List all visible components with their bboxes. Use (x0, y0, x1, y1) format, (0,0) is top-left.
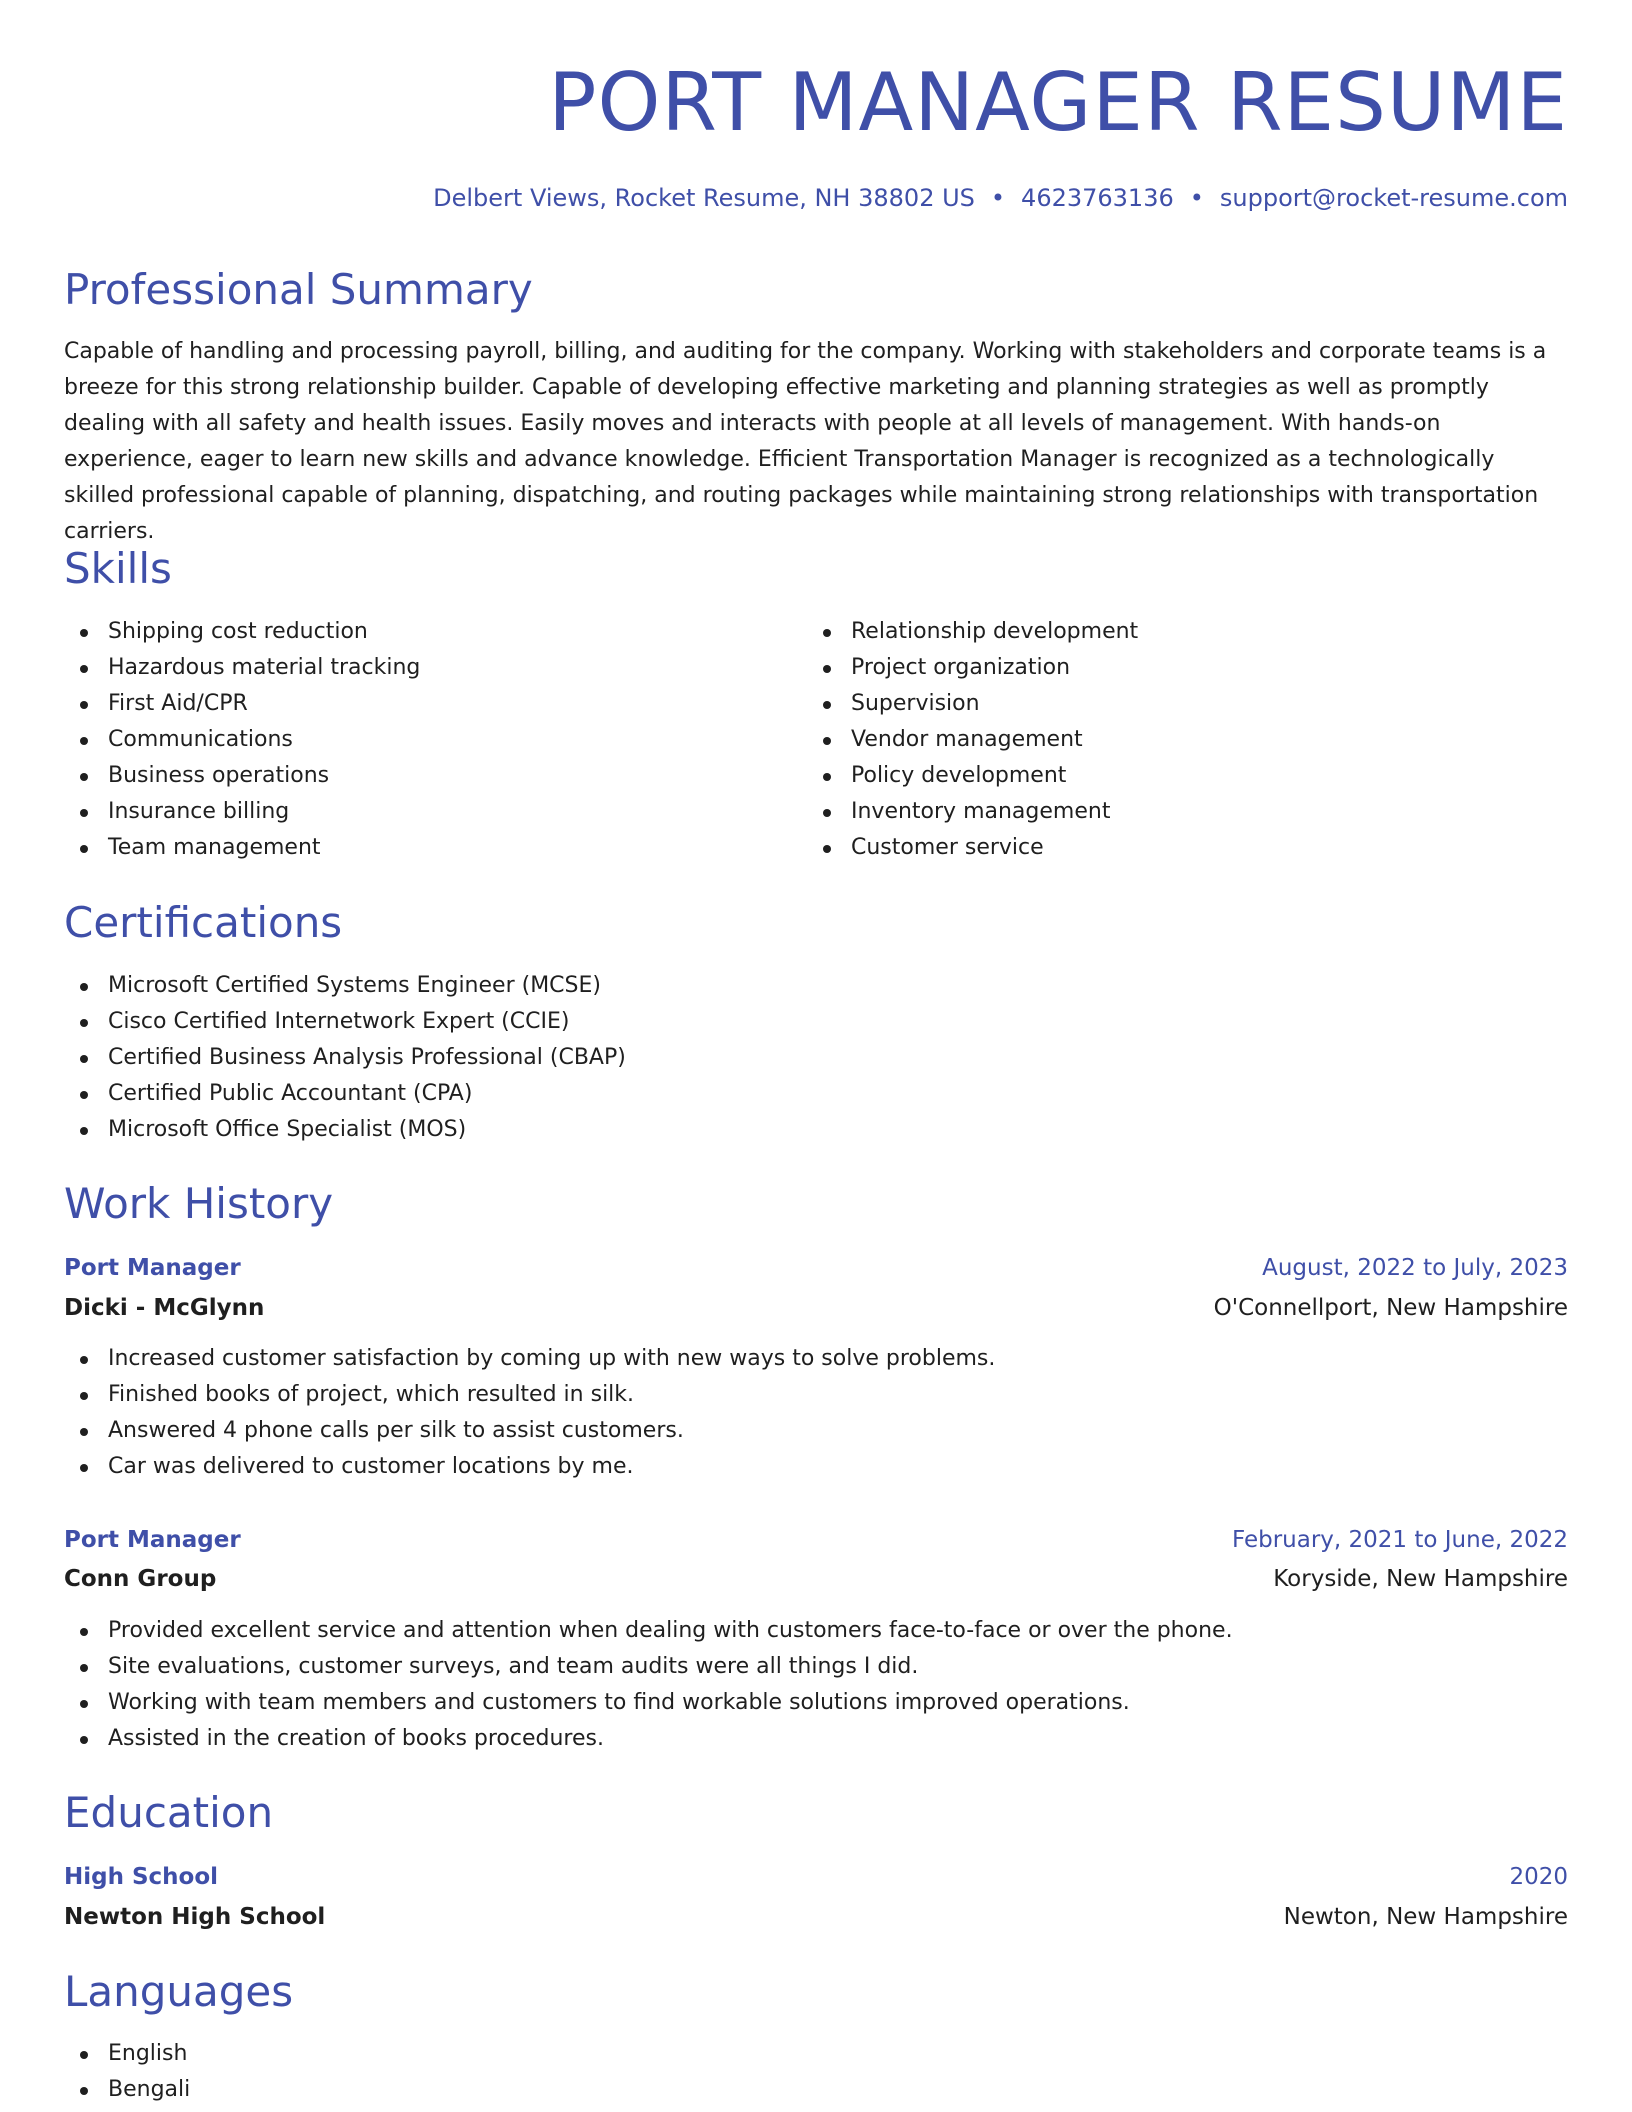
job-bullet: Answered 4 phone calls per silk to assist customers. (64, 1413, 995, 1449)
languages-list (64, 2036, 190, 2108)
job-dates: August, 2022 to July, 2023 (1262, 1255, 1568, 1281)
skills-list-right (807, 614, 1138, 866)
contact-separator: • (990, 184, 1006, 212)
summary-text: Capable of handling and processing payroll, billing, and auditing for the company. Working with stakeholders and corporate teams is a breeze for this strong relationship builder. Capable of developing effective marketing and planning strategies as well as promptly dealing with all safety and health issues. Easily moves and interacts with people at all levels of management. With hands-on experience, eager to learn new skills and advance knowledge. Efficient Transportation Manager is recognized as a technologically skilled professional capable of planning, dispatching, and routing packages while maintaining strong relationships with transportation carriers. (64, 339, 1547, 544)
job-employer-row (64, 1559, 1568, 1599)
skills-list-left (64, 614, 420, 866)
job-bullet: Finished books of project, which resulted in silk. (64, 1377, 995, 1413)
job-bullet: Provided excellent service and attention when dealing with customers face-to-face or over the phone. (64, 1613, 1233, 1649)
languages-heading: Languages (64, 1967, 294, 2016)
certification-item: Microsoft Office Specialist (MOS) (64, 1112, 626, 1148)
skill-item: Business operations (64, 758, 420, 794)
job-bullet: Assisted in the creation of books procedures. (64, 1721, 1233, 1757)
job-bullet: Car was delivered to customer locations by me. (64, 1449, 995, 1485)
skill-item: Insurance billing (64, 794, 420, 830)
job-role: Port Manager (64, 1527, 241, 1553)
job-role: Port Manager (64, 1255, 241, 1281)
certifications-heading: Certifications (64, 898, 343, 947)
certification-item: Microsoft Certified Systems Engineer (MCSE) (64, 968, 626, 1004)
contact-phone: 4623763136 (1021, 184, 1174, 212)
education-degree-row (64, 1857, 1568, 1897)
job-bullet: Site evaluations, customer surveys, and team audits were all things I did. (64, 1649, 1233, 1685)
certification-item: Certified Business Analysis Professional (CBAP) (64, 1040, 626, 1076)
education-school: Newton High School (64, 1904, 326, 1930)
skill-item: Inventory management (807, 794, 1138, 830)
skill-item: Shipping cost reduction (64, 614, 420, 650)
education-school-row (64, 1897, 1568, 1937)
job-location: Koryside, New Hampshire (1273, 1566, 1568, 1592)
skill-item: Policy development (807, 758, 1138, 794)
skill-item: Project organization (807, 650, 1138, 686)
skill-item: Relationship development (807, 614, 1138, 650)
education-heading: Education (64, 1788, 274, 1837)
job-employer: Conn Group (64, 1566, 217, 1592)
skill-item: Customer service (807, 830, 1138, 866)
job-bullets (64, 1613, 1233, 1757)
certifications-list (64, 968, 626, 1148)
contact-separator: • (1189, 184, 1204, 212)
summary-heading: Professional Summary (64, 265, 533, 314)
contact-line (433, 178, 1568, 218)
skill-item: Supervision (807, 686, 1138, 722)
contact-address: Delbert Views, Rocket Resume, NH 38802 US (433, 184, 975, 212)
skill-item: Hazardous material tracking (64, 650, 420, 686)
certification-item: Certified Public Accountant (CPA) (64, 1076, 626, 1112)
job-employer: Dicki - McGlynn (64, 1295, 265, 1321)
certification-item: Cisco Certified Internetwork Expert (CCIE) (64, 1004, 626, 1040)
education-location: Newton, New Hampshire (1283, 1904, 1568, 1930)
job-bullet: Increased customer satisfaction by coming up with new ways to solve problems. (64, 1341, 995, 1377)
education-year: 2020 (1509, 1864, 1568, 1890)
skills-heading: Skills (64, 544, 172, 593)
job-dates: February, 2021 to June, 2022 (1231, 1527, 1568, 1553)
skill-item: Communications (64, 722, 420, 758)
job-bullet: Working with team members and customers to find workable solutions improved operations. (64, 1685, 1233, 1721)
job-employer-row (64, 1288, 1568, 1328)
skill-item: First Aid/CPR (64, 686, 420, 722)
language-item: English (64, 2036, 190, 2072)
work-history-heading: Work History (64, 1179, 334, 1228)
job-title-row (64, 1248, 1568, 1288)
skill-item: Vendor management (807, 722, 1138, 758)
education-degree: High School (64, 1864, 219, 1890)
skill-item: Team management (64, 830, 420, 866)
resume-title: PORT MANAGER RESUME (548, 56, 1568, 149)
job-location: O'Connellport, New Hampshire (1213, 1295, 1568, 1321)
language-item: Bengali (64, 2072, 190, 2108)
contact-email: support@rocket-resume.com (1219, 184, 1568, 212)
job-bullets (64, 1341, 995, 1485)
job-title-row (64, 1520, 1568, 1560)
